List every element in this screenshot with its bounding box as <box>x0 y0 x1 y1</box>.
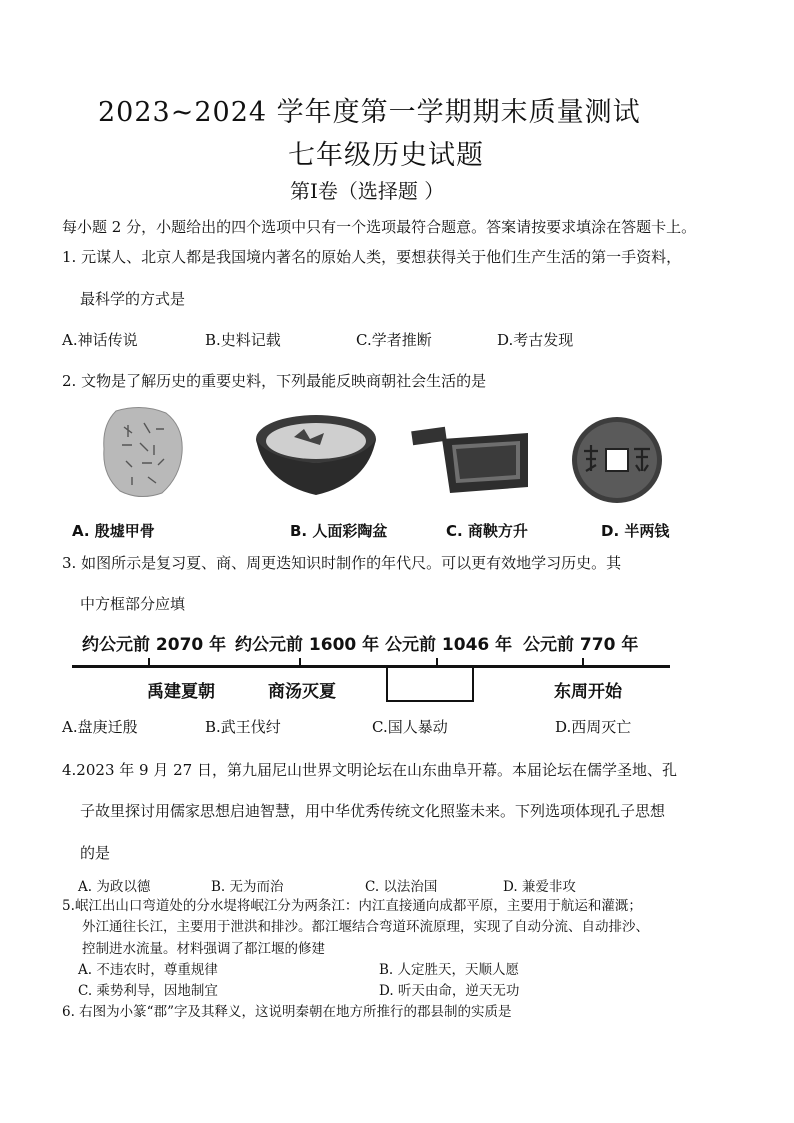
q1-option-b: B.史料记载 <box>205 331 281 349</box>
timeline-axis <box>72 665 670 668</box>
q4-option-b: B. 无为而治 <box>211 879 284 895</box>
painted-pottery-basin-image <box>254 413 378 498</box>
q5-stem-line2: 外江通往长江，主要用于泄洪和排沙。都江堰结合弯道环流原理，实现了自动分流、自动排沙、 <box>82 919 649 935</box>
q2-caption-d: D. 半两钱 <box>601 522 670 540</box>
q5-stem-line3: 控制进水流量。材料强调了都江堰的修建 <box>82 941 325 957</box>
timeline-tick-1 <box>148 658 150 666</box>
q4-option-d: D. 兼爱非攻 <box>503 879 576 895</box>
q2-caption-b: B. 人面彩陶盆 <box>290 522 388 540</box>
banliang-coin-image <box>570 415 665 505</box>
exam-subtitle: 七年级历史试题 <box>288 140 484 171</box>
q3-option-c: C.国人暴动 <box>372 718 448 736</box>
q2-caption-c: C. 商鞅方升 <box>446 522 528 540</box>
q3-stem-line2: 中方框部分应填 <box>80 595 186 613</box>
q2-stem: 2. 文物是了解历史的重要史料，下列最能反映商朝社会生活的是 <box>62 372 487 390</box>
q4-stem-line1: 4.2023 年 9 月 27 日，第九届尼山世界文明论坛在山东曲阜开幕。本届论坛在儒学圣地、孔 <box>62 761 677 779</box>
timeline-tick-2 <box>299 658 301 666</box>
oracle-bone-image <box>96 405 188 500</box>
timeline-event-1: 禹建夏朝 <box>147 682 215 702</box>
q4-option-a: A. 为政以德 <box>78 879 151 895</box>
q5-stem-line1: 5.岷江出山口弯道处的分水堤将岷江分为两条江：内江直接通向成都平原，主要用于航运和灌溉； <box>62 898 642 914</box>
timeline-date-1: 约公元前 2070 年 <box>82 635 227 655</box>
timeline-date-3: 公元前 1046 年 <box>385 635 513 655</box>
q5-option-b: B. 人定胜天，天顺人愿 <box>379 962 520 978</box>
q1-stem-line1: 1. 元谋人、北京人都是我国境内著名的原始人类，要想获得关于他们生产生活的第一手资料， <box>62 248 682 266</box>
q4-stem-line3: 的是 <box>80 844 111 862</box>
timeline-tick-4 <box>582 658 584 666</box>
timeline-date-2: 约公元前 1600 年 <box>235 635 380 655</box>
exam-title: 2023~2024 学年度第一学期期末质量测试 <box>98 97 641 128</box>
q3-option-d: D.西周灭亡 <box>555 718 632 736</box>
q4-stem-line2: 子故里探讨用儒家思想启迪智慧，用中华优秀传统文化照鉴未来。下列选项体现孔子思想 <box>80 802 666 820</box>
q1-option-a: A.神话传说 <box>62 331 138 349</box>
timeline-date-4: 公元前 770 年 <box>523 635 639 655</box>
q5-option-a: A. 不违农时，尊重规律 <box>78 962 218 978</box>
q1-stem-line2: 最科学的方式是 <box>80 290 186 308</box>
q4-option-c: C. 以法治国 <box>365 879 438 895</box>
q5-option-c: C. 乘势利导，因地制宜 <box>78 983 218 999</box>
shang-yang-square-measure-image <box>410 423 533 500</box>
timeline-tick-3 <box>436 658 438 666</box>
section-title: 第Ⅰ卷（选择题 ） <box>290 179 445 203</box>
timeline-event-2: 商汤灭夏 <box>268 682 336 702</box>
q3-stem-line1: 3. 如图所示是复习夏、商、周更迭知识时制作的年代尺。可以更有效地学习历史。其 <box>62 554 622 572</box>
timeline-blank-box <box>386 668 474 702</box>
q1-option-c: C.学者推断 <box>356 331 432 349</box>
q3-option-b: B.武王伐纣 <box>205 718 281 736</box>
q3-option-a: A.盘庚迁殷 <box>62 718 138 736</box>
q6-stem: 6. 右图为小篆“郡”字及其释义，这说明秦朝在地方所推行的郡县制的实质是 <box>62 1004 512 1020</box>
timeline-event-3: 东周开始 <box>554 682 622 702</box>
q1-option-d: D.考古发现 <box>497 331 574 349</box>
q5-option-d: D. 听天由命，逆天无功 <box>379 983 520 999</box>
q2-caption-a: A. 殷墟甲骨 <box>72 522 155 540</box>
instructions: 每小题 2 分，小题给出的四个选项中只有一个选项最符合题意。答案请按要求填涂在答题卡上。 <box>62 218 697 236</box>
